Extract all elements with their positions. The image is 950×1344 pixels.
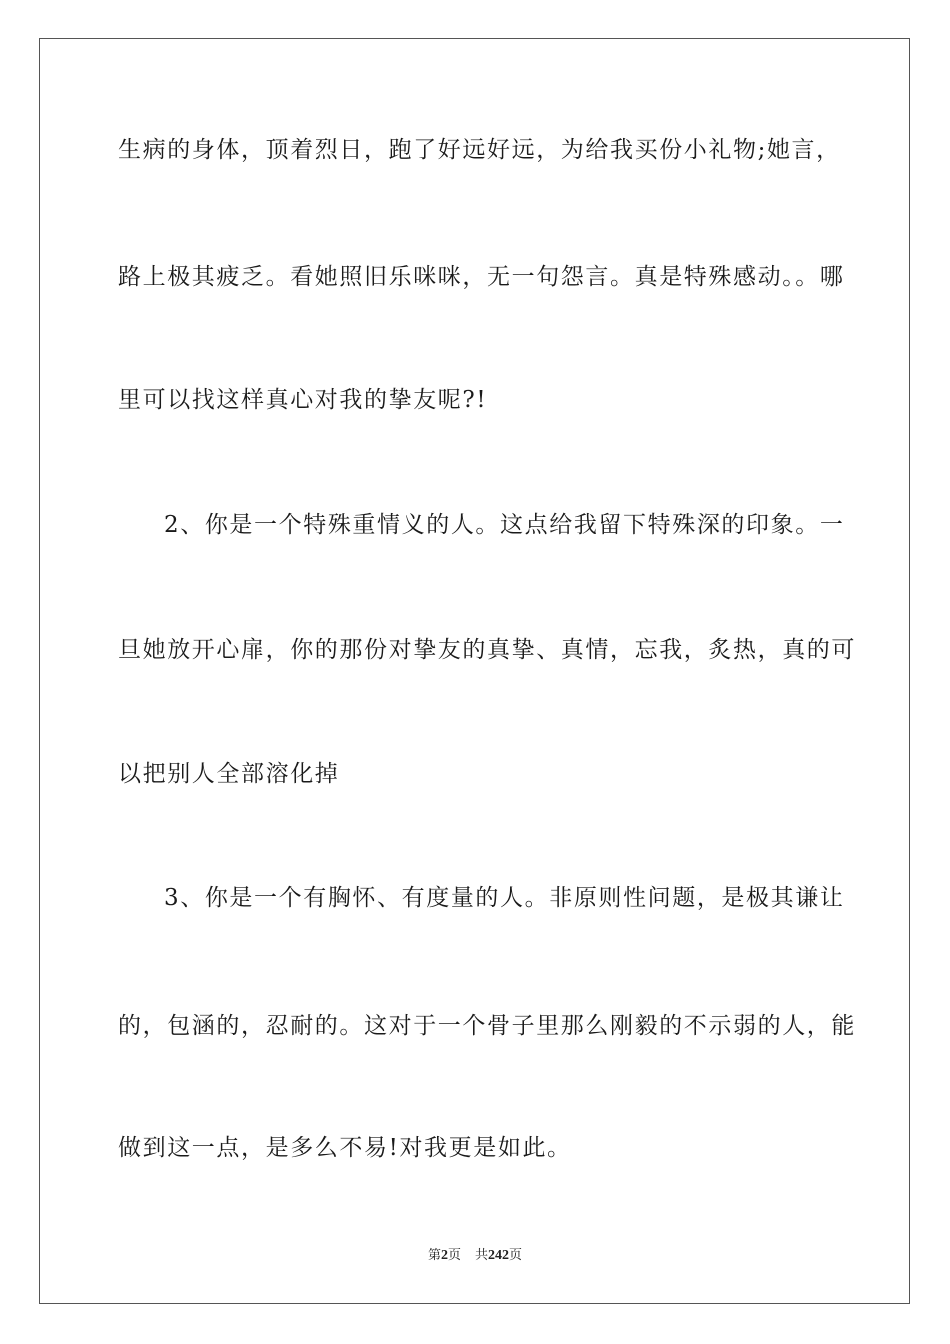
paragraph-1-line-2: 路上极其疲乏。看她照旧乐咪咪，无一句怨言。真是特殊感动。。哪 xyxy=(118,264,845,290)
paragraph-3-line-3: 做到这一点，是多么不易!对我更是如此。 xyxy=(118,1135,572,1161)
paragraph-3-line-2: 的，包涵的，忍耐的。这对于一个骨子里那么刚毅的不示弱的人，能 xyxy=(118,1013,856,1039)
page-border xyxy=(39,38,910,1304)
page-prefix: 第 xyxy=(427,1248,441,1263)
total-suffix: 页 xyxy=(509,1248,523,1263)
paragraph-1-line-3: 里可以找这样真心对我的挚友呢?! xyxy=(118,387,488,413)
paragraph-2-line-1: 2、你是一个特殊重情义的人。这点给我留下特殊深的印象。一 xyxy=(164,512,845,538)
page-suffix: 页 xyxy=(447,1248,461,1263)
total-prefix: 共 xyxy=(475,1248,489,1263)
paragraph-2-line-2: 旦她放开心扉，你的那份对挚友的真挚、真情，忘我，炙热，真的可 xyxy=(118,637,856,663)
paragraph-1-line-1: 生病的身体，顶着烈日，跑了好远好远，为给我买份小礼物;她言， xyxy=(118,137,841,163)
paragraph-2-line-3: 以把别人全部溶化掉 xyxy=(118,761,340,787)
total-pages: 242 xyxy=(488,1248,510,1263)
page-footer xyxy=(0,1247,950,1265)
paragraph-3-line-1: 3、你是一个有胸怀、有度量的人。非原则性问题，是极其谦让 xyxy=(164,885,845,911)
page-number: 2 xyxy=(440,1248,448,1263)
